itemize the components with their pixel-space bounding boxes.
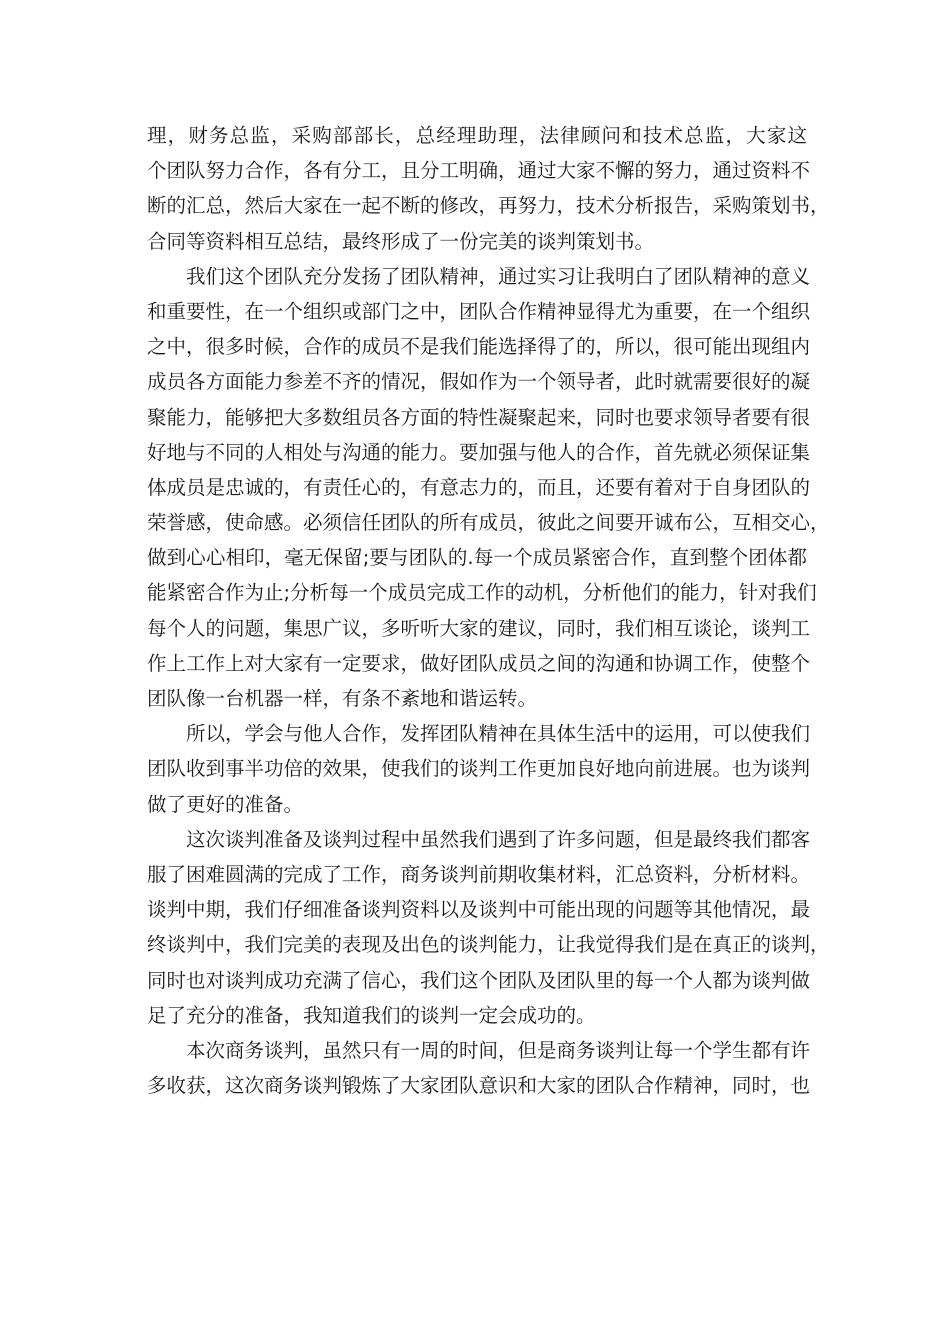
- text-line: 作上工作上对大家有一定要求，做好团队成员之间的沟通和协调工作，使整个: [147, 651, 811, 675]
- text-line: 聚能力，能够把大多数组员各方面的特性凝聚起来，同时也要求领导者要有很: [147, 405, 811, 429]
- text-line: 和重要性，在一个组织或部门之中，团队合作精神显得尤为重要，在一个组织: [147, 299, 811, 323]
- text-line: 这次谈判准备及谈判过程中虽然我们遇到了许多问题，但是最终我们都客: [186, 827, 811, 851]
- paragraph-1: [147, 118, 830, 259]
- paragraph-5: [147, 1033, 811, 1103]
- text-line: 荣誉感，使命感。必须信任团队的所有成员，彼此之间要开诚布公，互相交心，: [147, 511, 830, 535]
- text-line: 成员各方面能力参差不齐的情况，假如作为一个领导者，此时就需要很好的凝: [147, 370, 811, 394]
- text-line: 之中，很多时候，合作的成员不是我们能选择得了的，所以，很可能出现组内: [147, 335, 811, 359]
- document-body: [147, 118, 830, 1103]
- text-line: 做到心心相印，毫无保留;要与团队的.每一个成员紧密合作，直到整个团体都: [147, 546, 807, 570]
- text-line: 本次商务谈判，虽然只有一周的时间，但是商务谈判让每一个学生都有许: [186, 1038, 811, 1062]
- text-line: 每个人的问题，集思广议，多听听大家的建议，同时，我们相互谈论，谈判工: [147, 616, 811, 640]
- text-line: 我们这个团队充分发扬了团队精神，通过实习让我明白了团队精神的意义: [186, 264, 811, 288]
- text-line: 同时也对谈判成功充满了信心，我们这个团队及团队里的每一个人都为谈判做: [147, 968, 811, 992]
- text-line: 终谈判中，我们完美的表现及出色的谈判能力，让我觉得我们是在真正的谈判，: [147, 933, 830, 957]
- text-line: 服了困难圆满的完成了工作，商务谈判前期收集材料，汇总资料，分析材料。: [147, 862, 811, 886]
- text-line: 合同等资料相互总结，最终形成了一份完美的谈判策划书。: [147, 229, 655, 253]
- text-line: 个团队努力合作，各有分工，且分工明确，通过大家不懈的努力，通过资料不: [147, 159, 811, 183]
- text-line: 能紧密合作为止;分析每一个成员完成工作的动机，分析他们的能力，针对我们: [147, 581, 817, 605]
- paragraph-4: [147, 822, 830, 1033]
- text-line: 团队像一台机器一样，有条不紊地和谐运转。: [147, 687, 538, 710]
- text-line: 足了充分的准备，我知道我们的谈判一定会成功的。: [147, 1003, 596, 1027]
- text-line: 团队收到事半功倍的效果，使我们的谈判工作更加良好地向前进展。也为谈判: [147, 757, 811, 781]
- paragraph-3: [147, 716, 811, 822]
- text-line: 所以，学会与他人合作，发挥团队精神在具体生活中的运用，可以使我们: [186, 722, 811, 746]
- text-line: 理，财务总监，采购部部长，总经理助理，法律顾问和技术总监，大家这: [147, 124, 807, 147]
- text-line: 好地与不同的人相处与沟通的能力。要加强与他人的合作，首先就必须保证集: [147, 440, 811, 464]
- text-line: 多收获，这次商务谈判锻炼了大家团队意识和大家的团队合作精神，同时，也: [147, 1074, 811, 1098]
- paragraph-2: [147, 259, 830, 716]
- text-line: 做了更好的准备。: [147, 792, 304, 816]
- text-line: 谈判中期，我们仔细准备谈判资料以及谈判中可能出现的问题等其他情况，最: [147, 898, 811, 922]
- text-line: 断的汇总，然后大家在一起不断的修改，再努力，技术分析报告，采购策划书，: [147, 194, 830, 218]
- text-line: 体成员是忠诚的，有责任心的，有意志力的，而且，还要有着对于自身团队的: [147, 475, 811, 499]
